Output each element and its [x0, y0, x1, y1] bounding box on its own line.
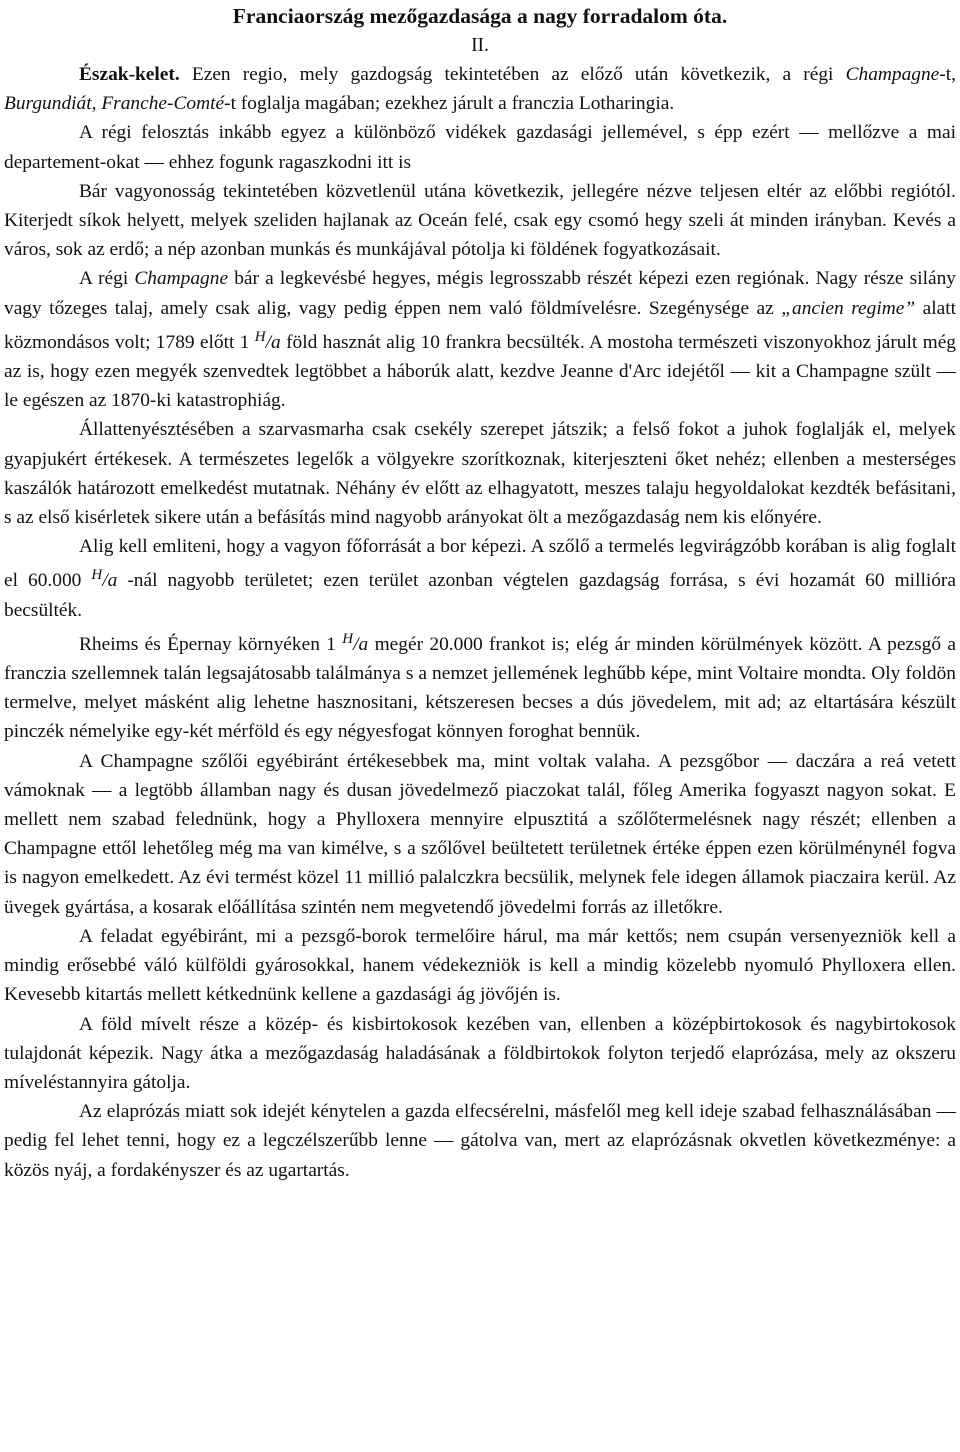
- hectare-fraction-numerator: H: [254, 328, 266, 345]
- paragraph-9: A feladat egyébiránt, mi a pezsgő-borok termelőire hárul, ma már kettős; nem csupán versenyezniök kell a mindig erősebbé váló külföldi gyárosokkal, hanem védekezniök is kell a mindig közelebb nyomuló Phylloxera ellen. Kevesebb kitartás mellett kétkednünk kellene a gazdasági ág jövőjén is.: [4, 925, 956, 1006]
- document-title: Franciaország mezőgazdasága a nagy forradalom óta.: [232, 4, 728, 28]
- region-heading: Észak-kelet.: [79, 64, 180, 85]
- paragraph-8: A Champagne szőlői egyébiránt értékesebbek ma, mint voltak valaha. A pezsgőbor — daczára a reá vetett vámoknak — a legtöbb államban nagy és dusan jövedelmező piaczokat talál, főleg Amerika fogyaszt nagyon sokat. E mellett nem szabad felednünk, hogy a Phylloxera mennyire elpusztitá a szőlőtermelésnek nagy részét; ellenben a Champagne ettől lehetőleg még ma van kimélve, s a szőlővel beültetett területnek értéke éppen ezen körülménynél fogva is nagyon emelkedett. Az évi termést közel 11 millió palalczkra becsülik, melynek fele idegen államok piaczaira kerül. Az üvegek gyártása, a kosarak előállítása szintén nem megvetendő jövedelmi forrás az illetőkre.: [4, 750, 956, 918]
- paragraph-1: [4, 60, 956, 118]
- p1-italic-burgundia: Burgundiát: [4, 93, 92, 115]
- p4-text-2: bár a legkevésbé hegyes, mégis legrosszabb részét képezi ezen regiónak. Nagy része silány vagy tőzeges talaj, amely csak alig, vagy pedig éppen nem való földmívelésre. Szegénysége az: [4, 268, 956, 319]
- paragraph-3: Bár vagyonosság tekintetében közvetlenül utána következik, jellegére nézve teljesen eltér az előbbi regiótól. Kiterjedt síkok helyett, melyek szeliden hajlanak az Oceán felé, csak egy csomó hegy szeli át minden irányban. Kevés a város, sok az erdő; a nép azonban munkás és munkájával pótolja ki földének fogyatkozásait.: [4, 180, 956, 261]
- p1-italic-franche-comte: Franche-Comté: [101, 93, 225, 115]
- paragraph-6: [4, 532, 956, 625]
- p1-text-2: -t,: [939, 64, 956, 85]
- p6-text-2: -nál nagyobb területet; ezen terület azonban végtelen gazdagság forrása, s évi hozamát 60 millióra becsülték.: [4, 570, 956, 621]
- hectare-fraction-denominator: /a: [353, 633, 369, 655]
- hectare-fraction-numerator: H: [91, 567, 103, 584]
- p7-text-1: Rheims és Épernay környéken 1: [79, 633, 343, 655]
- p6-text-1: Alig kell emliteni, hogy a vagyon főforrását a bor képezi. A szőlő a termelés legvirágzóbb korában is alig foglalt el 60.000: [4, 536, 956, 592]
- hectare-fraction-denominator: /a: [265, 331, 281, 353]
- p1-text-4: -t foglalja magában; ezekhez járult a franczia Lotharingia.: [224, 93, 675, 115]
- paragraph-5: Állattenyésztésében a szarvasmarha csak csekély szerepet játszik; a felső fokot a juhok foglalják el, melyek gyapjukért értékesek. A természetes legelők a völgyekre szorítkoznak, kiterjeszteni őket nehéz; ellenben a mesterséges kaszálók határozott emelkedést mutatnak. Néhány év előtt az elhagyatott, meszes talaju hegyoldalokat kezdték befásitani, s az első kisérletek sikere után a befásítás mind nagyobb arányokat ölt a mezőgazdaság nem kis előnyére.: [4, 419, 956, 529]
- p4-text-3: alatt közmondásos volt; 1789 előtt 1: [4, 297, 957, 353]
- paragraph-7: [4, 625, 956, 747]
- p1-text-1: Ezen regio, mely gazdogság tekintetében az előző után következik, a régi: [179, 64, 846, 85]
- p1-text-3: ,: [91, 93, 102, 115]
- hectare-fraction-numerator: H: [342, 630, 354, 647]
- p7-text-2: megér 20.000 frankot is; elég ár minden körülmények között. A pezsgő a franczia szellemnek talán legsajátosabb találmánya s a nemzet jellemének leghűbb képe, mint Voltaire mondta. Oly foldön termelve, melyet másként alig lehetne hasznositani, kétszeresen becses a dús jövedelem, mit ad; az eltartására készült pinczék némelyike egy-két mérföld és egy négyesfogat könnyen foroghat bennük.: [4, 633, 956, 743]
- paragraph-4: [4, 264, 956, 415]
- paragraph-2: A régi felosztás inkább egyez a különböző vidékek gazdasági jellemével, s épp ezért — mellőzve a mai departement-okat — ehhez fogunk ragaszkodni itt is: [4, 122, 956, 173]
- p4-text-1: A régi: [79, 268, 135, 290]
- paragraph-10: A föld mívelt része a közép- és kisbirtokosok kezében van, ellenben a középbirtokosok és nagybirtokosok tulajdonát képezik. Nagy átka a mezőgazdaság haladásának a földbirtokok folyton terjedő elaprózása, mely az okszeru míveléstannyira gátolja.: [4, 1013, 956, 1093]
- p4-italic-champagne: Champagne: [134, 268, 229, 290]
- p4-text-4: föld hasznát alig 10 frankra becsülték. A mostoha természeti viszonyokhoz járult még az is, hogy ezen megyék szenvedtek legtöbbet a háborúk alatt, kezdve Jeanne d'Arc idejétől — kit a Champagne szült — le egészen az 1870-ki katastrophiág.: [4, 331, 957, 412]
- section-number: II.: [471, 35, 489, 56]
- hectare-fraction-denominator: /a: [102, 570, 118, 592]
- p4-italic-ancien-regime: „ancien regime”: [781, 297, 916, 319]
- paragraph-11: Az elaprózás miatt sok idejét kénytelen a gazda elfecsérelni, másfelől meg kell ideje szabad felhasználásában — pedig fel lehet tenni, hogy ez a legczélszerűbb lenne — gátolva van, mert az elaprózásnak okvetlen következménye: a közös nyáj, a fordakényszer és az ugartartás.: [4, 1101, 956, 1181]
- p1-italic-champagne: Champagne: [845, 64, 940, 85]
